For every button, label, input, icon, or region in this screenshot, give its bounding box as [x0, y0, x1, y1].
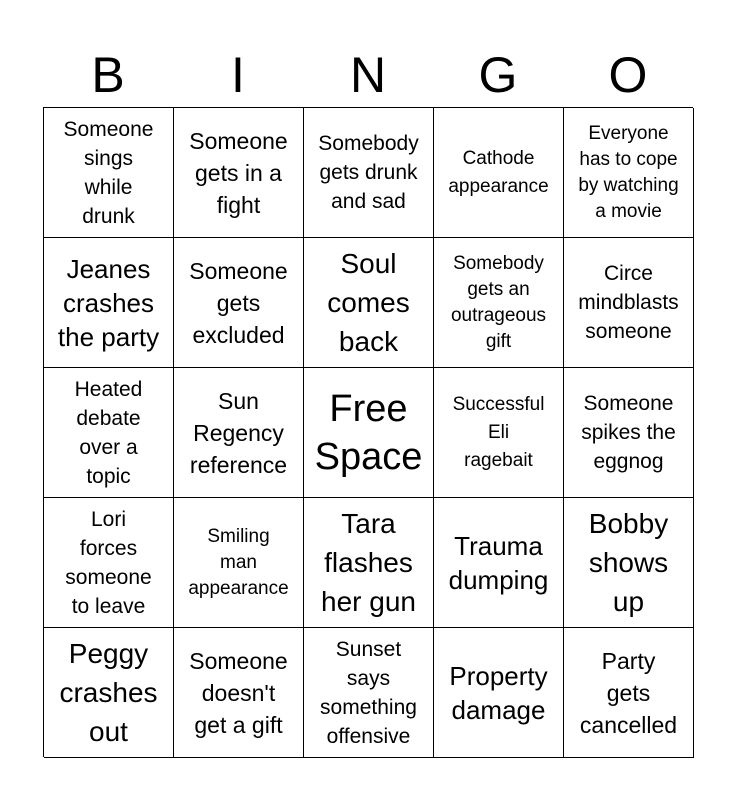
cell-text: Someone gets excluded	[189, 257, 288, 348]
bingo-cell[interactable]	[564, 238, 694, 368]
cell-text: Party gets cancelled	[579, 647, 678, 738]
cell-text: Tara flashes her gun	[321, 508, 416, 617]
cell-text: Someone gets in a fight	[189, 127, 288, 218]
bingo-cell[interactable]	[174, 238, 304, 368]
bingo-cell[interactable]	[304, 238, 434, 368]
bingo-cell[interactable]	[44, 368, 174, 498]
cell-text: Smiling man appearance	[188, 525, 289, 599]
header-letter-i: I	[231, 47, 245, 103]
bingo-cell[interactable]	[44, 238, 174, 368]
bingo-cell[interactable]	[564, 628, 694, 758]
cell-text: Someone spikes the eggnog	[581, 392, 676, 473]
cell-text: Soul comes back	[327, 248, 410, 357]
bingo-cell[interactable]	[434, 108, 564, 238]
bingo-cell[interactable]	[174, 368, 304, 498]
cell-text: Sunset says something offensive	[320, 637, 417, 748]
cell-text: Circe mindblasts someone	[578, 262, 679, 343]
bingo-cell[interactable]	[174, 108, 304, 238]
cell-text: Everyone has to cope by watching a movie	[578, 122, 679, 222]
header-letter-b: B	[91, 47, 125, 103]
bingo-header	[43, 44, 693, 106]
bingo-cell[interactable]	[174, 498, 304, 628]
bingo-cell[interactable]	[434, 368, 564, 498]
bingo-cell[interactable]	[304, 628, 434, 758]
bingo-cell[interactable]	[304, 108, 434, 238]
bingo-cell[interactable]	[44, 628, 174, 758]
cell-text: Lori forces someone to leave	[65, 507, 152, 618]
cell-text: Successful Eli ragebait	[452, 393, 545, 471]
cell-text: Cathode appearance	[448, 147, 549, 197]
cell-text: Bobby shows up	[588, 508, 669, 617]
cell-text: Someone doesn't get a gift	[189, 647, 288, 738]
cell-text: Somebody gets drunk and sad	[318, 132, 419, 213]
bingo-cell[interactable]	[434, 498, 564, 628]
free-space-cell[interactable]	[304, 368, 434, 498]
cell-text: Somebody gets an outrageous gift	[450, 252, 547, 352]
bingo-cell[interactable]	[564, 368, 694, 498]
cell-text: Peggy crashes out	[59, 638, 158, 747]
header-letter-o: O	[608, 47, 648, 103]
header-letter-g: G	[478, 47, 518, 103]
bingo-cell[interactable]	[564, 498, 694, 628]
cell-text: Someone sings while drunk	[63, 117, 154, 228]
bingo-cell[interactable]	[434, 238, 564, 368]
bingo-cell[interactable]	[304, 498, 434, 628]
cell-text: Trauma dumping	[448, 530, 549, 595]
cell-text: Property damage	[449, 660, 548, 725]
bingo-cell[interactable]	[434, 628, 564, 758]
bingo-cell[interactable]	[44, 108, 174, 238]
cell-text: Jeanes crashes the party	[57, 253, 160, 352]
free-space-text: Free Space	[314, 387, 423, 478]
bingo-board	[43, 107, 693, 757]
bingo-cell[interactable]	[564, 108, 694, 238]
cell-text: Heated debate over a topic	[74, 377, 143, 488]
bingo-cell[interactable]	[174, 628, 304, 758]
header-letter-n: N	[349, 47, 387, 103]
bingo-cell[interactable]	[44, 498, 174, 628]
cell-text: Sun Regency reference	[189, 387, 288, 478]
